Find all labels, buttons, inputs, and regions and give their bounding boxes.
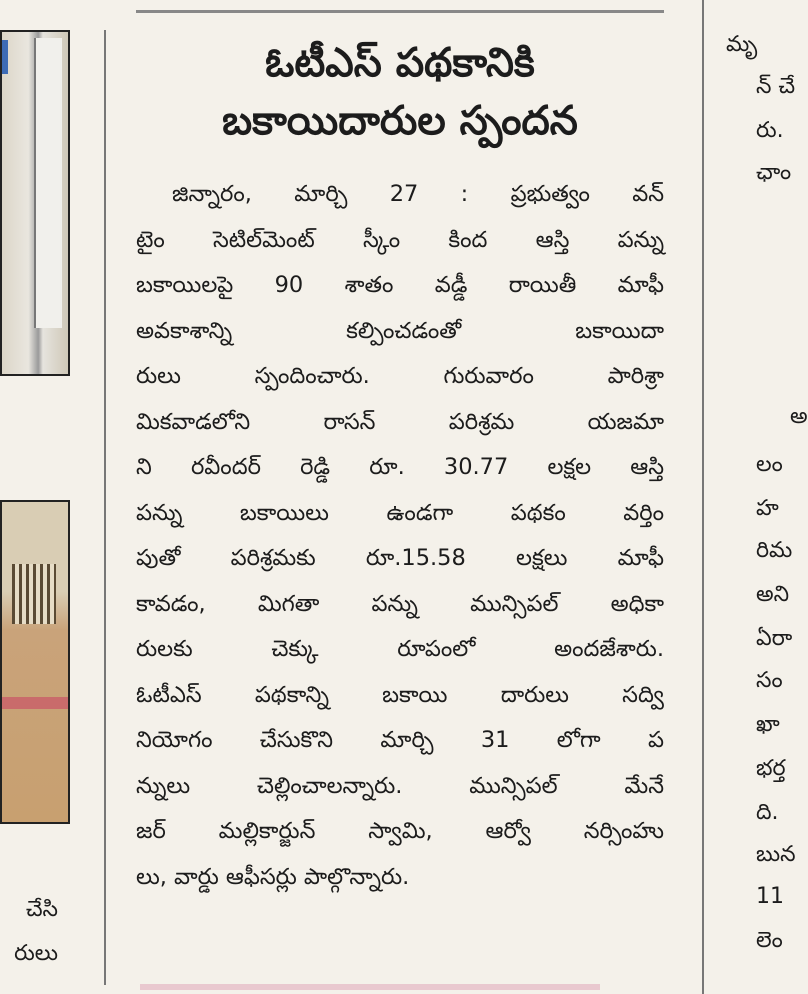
body-line: రులు స్పందించారు. గురువారం పారిశ్రా — [136, 363, 664, 389]
left-column-fragment — [0, 0, 96, 994]
photo-detail — [34, 38, 62, 328]
headline-line: ఓటీఎస్ పథకానికి — [265, 40, 535, 86]
text-fragment: ఛాం — [756, 160, 792, 185]
caption-line: చేసి — [25, 897, 58, 922]
body-line: కావడం, మిగతా పన్ను మున్సిపల్ అధికా — [136, 590, 664, 617]
body-line: నియోగం చేసుకొని మార్చి 31 లోగా ప — [136, 727, 664, 753]
text-fragment: సం — [756, 668, 783, 693]
photo-detail — [2, 697, 68, 709]
body-line: అవకాశాన్ని కల్పించడంతో బకాయిదా — [136, 317, 664, 344]
text-fragment: రు. — [756, 118, 784, 143]
body-line: జిన్నారం, మార్చి 27 : ప్రభుత్వం వన్ — [172, 181, 664, 207]
text-fragment: ఏరా — [756, 626, 793, 651]
body-line: జర్ మల్లికార్జున్ స్వామి, ఆర్వో నర్సింహు — [136, 818, 664, 844]
text-fragment: అ — [790, 404, 808, 429]
text-fragment: మృ — [726, 32, 758, 57]
text-fragment: ది. — [756, 800, 779, 825]
body-line: పన్ను బకాయిలు ఉండగా పథకం వర్తిం — [136, 499, 664, 526]
body-line: ఓటీఎస్ పథకాన్ని బకాయి దారులు సద్వి — [136, 681, 664, 708]
bottom-rule — [140, 984, 600, 990]
caption-line: రులు — [14, 941, 58, 966]
text-fragment: 11 — [756, 884, 784, 909]
text-fragment: అని — [756, 582, 790, 607]
body-line: న్నులు చెల్లించాలన్నారు. మున్సిపల్ మేనే — [136, 772, 664, 799]
text-fragment: ఖా — [756, 712, 780, 737]
column-divider — [702, 0, 704, 994]
article-body — [136, 172, 664, 900]
text-fragment: భర్త — [756, 756, 786, 781]
body-line: రులకు చెక్కు రూపంలో అందజేశారు. — [136, 636, 664, 662]
text-fragment: బున — [756, 842, 796, 867]
text-fragment: లెం — [756, 928, 783, 953]
photo-top — [0, 30, 70, 376]
text-fragment: లం — [756, 452, 783, 477]
body-line: లు, వార్డు ఆఫీసర్లు పాల్గొన్నారు. — [136, 863, 410, 890]
body-line: బకాయిలపై 90 శాతం వడ్డీ రాయితీ మాఫీ — [136, 272, 664, 298]
top-rule — [136, 10, 664, 13]
body-line: ని రవీందర్ రెడ్డి రూ. 30.77 లక్షల ఆస్తి — [136, 454, 664, 480]
body-line: పుతో పరిశ్రమకు రూ.15.58 లక్షలు మాఫీ — [136, 545, 664, 571]
photo-bottom — [0, 500, 70, 824]
text-fragment: హ — [756, 496, 779, 521]
right-column-fragment — [716, 0, 808, 994]
photo-detail — [12, 564, 56, 624]
text-fragment: న్ చే — [756, 74, 796, 99]
column-divider — [104, 30, 106, 985]
headline-line: బకాయిదారుల స్పందన — [222, 98, 578, 144]
body-line: మికవాడలోని రాసన్ పరిశ్రమ యజమా — [136, 408, 664, 435]
body-line: టైం సెటిల్‌మెంట్ స్కీం కింద ఆస్తి పన్ను — [136, 226, 664, 253]
text-fragment: రిమ — [756, 538, 793, 563]
photo-detail — [2, 40, 8, 74]
